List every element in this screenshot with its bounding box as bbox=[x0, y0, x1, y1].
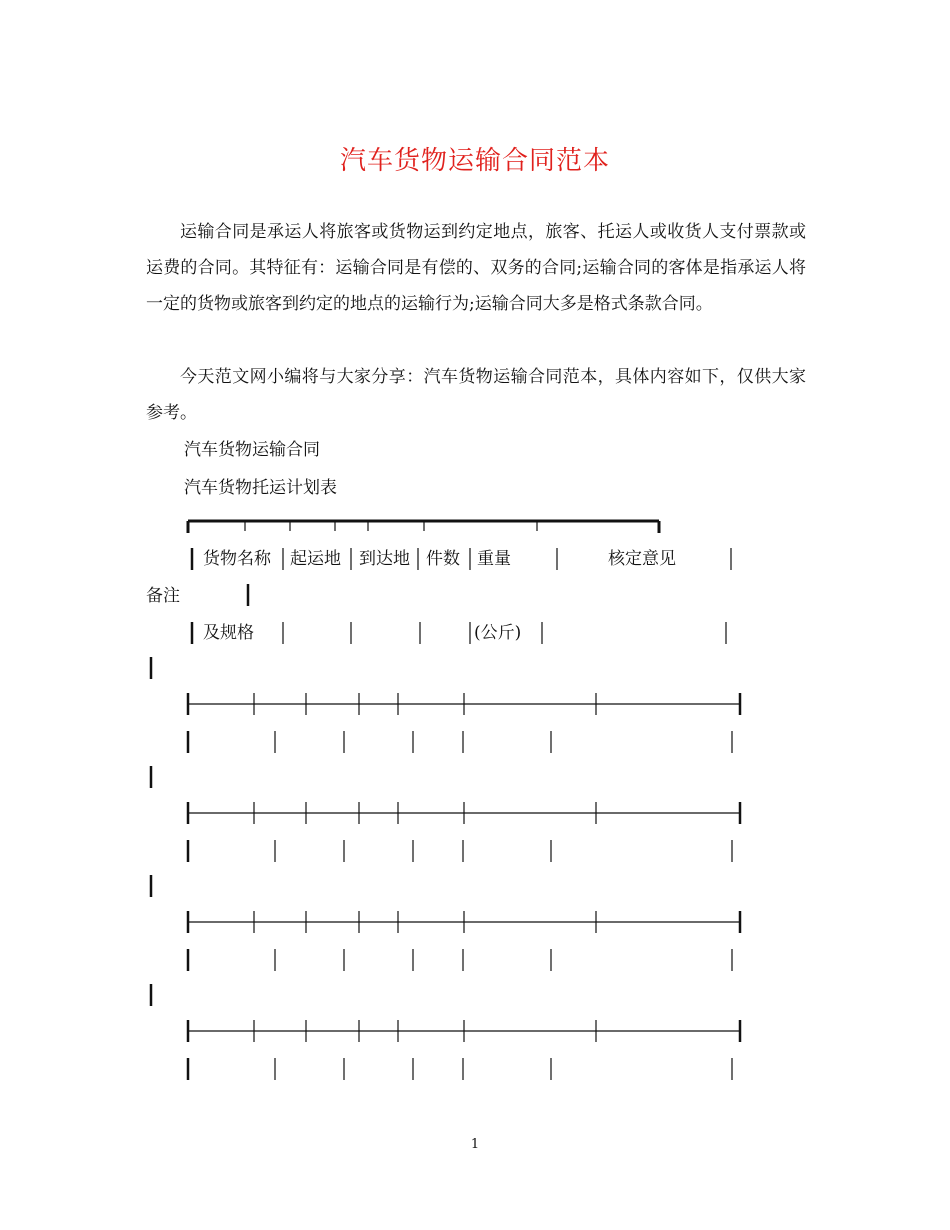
page-number: 1 bbox=[470, 1137, 480, 1152]
header-pieces: 件数 bbox=[426, 549, 460, 569]
header-weight: 重量 bbox=[477, 549, 511, 569]
header-approval: 核定意见 bbox=[608, 549, 676, 569]
contract-heading: 汽车货物运输合同 bbox=[184, 440, 320, 460]
page-title: 汽车货物运输合同范本 bbox=[339, 146, 610, 176]
header-spec: 及规格 bbox=[203, 623, 254, 643]
header-weight-unit: (公斤) bbox=[474, 623, 522, 643]
header-goods-name: 货物名称 bbox=[203, 549, 271, 569]
share-paragraph: 今天范文网小编将与大家分享：汽车货物运输合同范本，具体内容如下，仅供大家参考。 bbox=[146, 367, 806, 423]
intro-paragraph: 运输合同是承运人将旅客或货物运到约定地点，旅客、托运人或收货人支付票款或运费的合同。其特征有：运输合同是有偿的、双务的合同;运输合同的客体是指承运人将一定的货物或旅客到约定的地点的运输行为;运输合同大多是格式条款合同。 bbox=[146, 222, 806, 314]
header-origin: 起运地 bbox=[290, 549, 341, 569]
header-destination: 到达地 bbox=[359, 549, 410, 569]
remark-label: 备注 bbox=[146, 586, 180, 606]
plan-table-heading: 汽车货物托运计划表 bbox=[184, 478, 337, 498]
